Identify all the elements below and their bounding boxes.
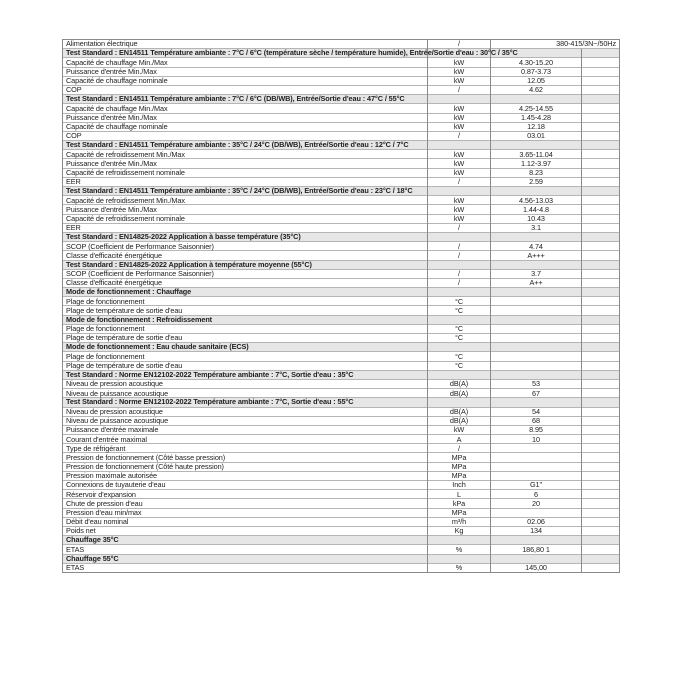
value-cell: 1.44-4.8 <box>491 205 582 214</box>
unit-cell: A <box>428 435 491 444</box>
section-header-row <box>63 370 620 379</box>
section-empty-cell <box>428 187 491 196</box>
unit-cell: °C <box>428 306 491 315</box>
empty-cell <box>582 113 620 122</box>
table-row <box>63 58 620 67</box>
unit-cell: Kg <box>428 526 491 535</box>
parameter-label: Réservoir d'expansion <box>63 490 428 499</box>
parameter-label: Plage de fonctionnement <box>63 324 428 333</box>
table-row <box>63 306 620 315</box>
section-empty-cell <box>491 554 582 563</box>
value-cell: 12.18 <box>491 122 582 131</box>
value-cell: G1" <box>491 481 582 490</box>
section-empty-cell <box>582 536 620 545</box>
empty-cell <box>582 563 620 572</box>
empty-cell <box>582 499 620 508</box>
section-title-cell <box>63 398 428 407</box>
unit-cell: Inch <box>428 481 491 490</box>
table-row <box>63 168 620 177</box>
empty-cell <box>582 150 620 159</box>
empty-cell <box>582 214 620 223</box>
section-header-row <box>63 343 620 352</box>
unit-cell: % <box>428 545 491 554</box>
section-empty-cell <box>582 370 620 379</box>
section-empty-cell <box>582 260 620 269</box>
parameter-label: Niveau de puissance acoustique <box>63 389 428 398</box>
unit-cell: MPa <box>428 453 491 462</box>
unit-cell: °C <box>428 361 491 370</box>
section-title-cell <box>63 141 428 150</box>
unit-cell: MPa <box>428 471 491 480</box>
value-cell: A+++ <box>491 251 582 260</box>
section-empty-cell <box>582 398 620 407</box>
parameter-label: Pression de fonctionnement (Côté haute pression) <box>63 462 428 471</box>
empty-cell <box>582 425 620 434</box>
table-row <box>63 242 620 251</box>
unit-cell: / <box>428 278 491 287</box>
empty-cell <box>582 517 620 526</box>
table-row <box>63 122 620 131</box>
section-title: Mode de fonctionnement : Chauffage <box>66 287 192 297</box>
section-title-cell <box>63 95 428 104</box>
unit-cell: L <box>428 490 491 499</box>
unit-cell: dB(A) <box>428 379 491 388</box>
value-cell: 4.30-15.20 <box>491 58 582 67</box>
table-row <box>63 159 620 168</box>
value-cell: 3.7 <box>491 269 582 278</box>
parameter-label: Capacité de chauffage nominale <box>63 76 428 85</box>
section-empty-cell <box>428 141 491 150</box>
parameter-label: Courant d'entrée maximal <box>63 435 428 444</box>
parameter-label: EER <box>63 177 428 186</box>
table-row <box>63 444 620 453</box>
parameter-label: Classe d'efficacité énergétique <box>63 278 428 287</box>
table-row <box>63 352 620 361</box>
value-cell <box>491 453 582 462</box>
empty-cell <box>582 159 620 168</box>
empty-cell <box>582 58 620 67</box>
table-row <box>63 563 620 572</box>
empty-cell <box>582 177 620 186</box>
section-empty-cell <box>491 187 582 196</box>
parameter-label: Niveau de pression acoustique <box>63 379 428 388</box>
specifications-table-body <box>63 40 620 573</box>
empty-cell <box>582 379 620 388</box>
parameter-label: Classe d'efficacité énergétique <box>63 251 428 260</box>
empty-cell <box>582 462 620 471</box>
table-row <box>63 196 620 205</box>
empty-cell <box>582 526 620 535</box>
section-title: Test Standard : Norme EN12102-2022 Température ambiante : 7°C, Sortie d'eau : 55°C <box>66 397 354 407</box>
value-cell <box>491 334 582 343</box>
section-empty-cell <box>491 315 582 324</box>
parameter-label: Plage de température de sortie d'eau <box>63 334 428 343</box>
parameter-label: Pression d'eau min/max <box>63 508 428 517</box>
unit-cell: MPa <box>428 508 491 517</box>
empty-cell <box>582 85 620 94</box>
table-row <box>63 435 620 444</box>
table-row <box>63 499 620 508</box>
section-title-cell <box>63 288 428 297</box>
empty-cell <box>582 352 620 361</box>
empty-cell <box>582 251 620 260</box>
section-title-cell <box>63 48 518 58</box>
unit-cell: °C <box>428 334 491 343</box>
section-empty-cell <box>428 315 491 324</box>
unit-cell: °C <box>428 297 491 306</box>
unit-cell: % <box>428 563 491 572</box>
value-cell <box>491 306 582 315</box>
empty-cell <box>582 324 620 333</box>
unit-cell: kW <box>428 67 491 76</box>
table-row <box>63 104 620 113</box>
parameter-label: Puissance d'entrée Min./Max <box>63 113 428 122</box>
section-header-row <box>63 232 620 241</box>
unit-cell: dB(A) <box>428 407 491 416</box>
table-row <box>63 205 620 214</box>
table-row <box>63 453 620 462</box>
section-title-cell <box>63 343 428 352</box>
value-cell <box>491 361 582 370</box>
parameter-label: EER <box>63 223 428 232</box>
section-empty-cell <box>491 260 582 269</box>
section-empty-cell <box>428 232 491 241</box>
section-empty-cell <box>491 141 582 150</box>
section-title-cell <box>63 315 428 324</box>
table-row <box>63 508 620 517</box>
table-row <box>63 517 620 526</box>
empty-cell <box>582 76 620 85</box>
section-title-cell <box>63 554 428 563</box>
parameter-label: SCOP (Coefficient de Performance Saisonnier) <box>63 242 428 251</box>
empty-cell <box>582 490 620 499</box>
value-cell: 10.43 <box>491 214 582 223</box>
table-row <box>63 113 620 122</box>
value-cell: 20 <box>491 499 582 508</box>
value-cell: 4.56-13.03 <box>491 196 582 205</box>
value-cell: 03.01 <box>491 131 582 140</box>
section-title-cell <box>63 260 428 269</box>
section-header-row <box>63 398 620 407</box>
table-row <box>63 545 620 554</box>
section-header-row <box>63 95 620 104</box>
power-supply-value: 380-415/3N~/50Hz <box>491 40 620 49</box>
unit-cell: / <box>428 444 491 453</box>
table-row <box>63 251 620 260</box>
empty-cell <box>582 223 620 232</box>
unit-cell: / <box>428 131 491 140</box>
empty-cell <box>582 242 620 251</box>
section-empty-cell <box>428 343 491 352</box>
section-header-row <box>63 187 620 196</box>
section-empty-cell <box>582 554 620 563</box>
value-cell <box>491 471 582 480</box>
empty-cell <box>582 416 620 425</box>
section-empty-cell <box>428 95 491 104</box>
value-cell: 4.25-14.55 <box>491 104 582 113</box>
unit-cell: °C <box>428 324 491 333</box>
section-empty-cell <box>582 288 620 297</box>
section-title-cell <box>63 187 428 196</box>
unit-cell: MPa <box>428 462 491 471</box>
unit-cell: kW <box>428 104 491 113</box>
value-cell: 68 <box>491 416 582 425</box>
value-cell <box>491 324 582 333</box>
empty-cell <box>582 481 620 490</box>
parameter-label: Capacité de refroidissement nominale <box>63 214 428 223</box>
value-cell <box>491 297 582 306</box>
table-row <box>63 379 620 388</box>
empty-cell <box>582 205 620 214</box>
table-row <box>63 481 620 490</box>
empty-cell <box>582 508 620 517</box>
value-cell: 10 <box>491 435 582 444</box>
unit-cell: kW <box>428 425 491 434</box>
parameter-label: Pression de fonctionnement (Côté basse pression) <box>63 453 428 462</box>
value-cell <box>491 444 582 453</box>
unit-cell: kW <box>428 159 491 168</box>
value-cell: A++ <box>491 278 582 287</box>
table-row <box>63 297 620 306</box>
unit-cell: °C <box>428 352 491 361</box>
value-cell: 02.06 <box>491 517 582 526</box>
value-cell: 8.95 <box>491 425 582 434</box>
unit-cell: kW <box>428 214 491 223</box>
table-row <box>63 416 620 425</box>
parameter-label: Capacité de chauffage nominale <box>63 122 428 131</box>
table-row <box>63 490 620 499</box>
section-empty-cell <box>428 398 491 407</box>
section-header-row <box>63 288 620 297</box>
section-empty-cell <box>428 288 491 297</box>
table-row <box>63 67 620 76</box>
section-title-cell <box>63 370 428 379</box>
section-title: Test Standard : EN14511 Température ambiante : 7°C / 6°C (température sèche / température humide), Entrée/Sortie d'eau : 30°C / 35°C <box>66 48 518 58</box>
parameter-label: Puissance d'entrée maximale <box>63 425 428 434</box>
value-cell: 1.12-3.97 <box>491 159 582 168</box>
section-title: Chauffage 55°C <box>66 553 119 563</box>
table-row <box>63 526 620 535</box>
unit-cell: kW <box>428 150 491 159</box>
section-title: Test Standard : EN14511 Température ambiante : 7°C / 6°C (DB/WB), Entrée/Sortie d'eau : 47°C / 55°C <box>66 94 405 104</box>
section-title: Chauffage 35°C <box>66 535 119 545</box>
parameter-label: Capacité de refroidissement nominale <box>63 168 428 177</box>
section-empty-cell <box>582 141 620 150</box>
specifications-table <box>62 39 620 573</box>
empty-cell <box>582 361 620 370</box>
section-title: Test Standard : EN14511 Température ambiante : 35°C / 24°C (DB/WB), Entrée/Sortie d'eau : 23°C / 18°C <box>66 186 413 195</box>
section-header-row <box>63 260 620 269</box>
unit-cell: / <box>428 242 491 251</box>
table-row <box>63 407 620 416</box>
parameter-label: Poids net <box>63 526 428 535</box>
section-title: Test Standard : EN14825-2022 Application à température moyenne (55°C) <box>66 259 312 269</box>
section-empty-cell <box>582 315 620 324</box>
unit-cell: kW <box>428 168 491 177</box>
value-cell: 67 <box>491 389 582 398</box>
table-row <box>63 324 620 333</box>
unit-cell: / <box>428 223 491 232</box>
parameter-label: Capacité de refroidissement Min./Max <box>63 150 428 159</box>
power-supply-label: Alimentation électrique <box>63 40 428 49</box>
empty-cell <box>582 269 620 278</box>
section-header-row <box>63 536 620 545</box>
unit-cell: / <box>428 251 491 260</box>
unit-cell: kW <box>428 122 491 131</box>
unit-cell: kW <box>428 76 491 85</box>
value-cell: 4.62 <box>491 85 582 94</box>
value-cell <box>491 508 582 517</box>
unit-cell: / <box>428 269 491 278</box>
section-empty-cell <box>428 370 491 379</box>
table-row <box>63 76 620 85</box>
section-empty-cell <box>491 343 582 352</box>
section-empty-cell <box>428 554 491 563</box>
value-cell: 0.87-3.73 <box>491 67 582 76</box>
empty-cell <box>582 453 620 462</box>
section-empty-cell <box>491 95 582 104</box>
section-title: Test Standard : Norme EN12102-2022 Température ambiante : 7°C, Sortie d'eau : 35°C <box>66 369 354 379</box>
unit-cell: kW <box>428 58 491 67</box>
value-cell: 1.45-4.28 <box>491 113 582 122</box>
parameter-label: Plage de température de sortie d'eau <box>63 306 428 315</box>
parameter-label: Puissance d'entrée Min./Max <box>63 67 428 76</box>
parameter-label: Puissance d'entrée Min./Max <box>63 159 428 168</box>
unit-cell: dB(A) <box>428 389 491 398</box>
value-cell: 8.23 <box>491 168 582 177</box>
value-cell <box>491 462 582 471</box>
value-cell: 3.65-11.04 <box>491 150 582 159</box>
empty-cell <box>582 131 620 140</box>
table-row <box>63 150 620 159</box>
parameter-label: Niveau de puissance acoustique <box>63 416 428 425</box>
parameter-label: ETAS <box>63 545 428 554</box>
value-cell: 134 <box>491 526 582 535</box>
section-empty-cell <box>491 536 582 545</box>
unit-cell: dB(A) <box>428 416 491 425</box>
section-title: Test Standard : EN14825-2022 Application à basse température (35°C) <box>66 231 301 241</box>
parameter-label: Débit d'eau nominal <box>63 517 428 526</box>
empty-cell <box>582 67 620 76</box>
value-cell: 4.74 <box>491 242 582 251</box>
value-cell: 3.1 <box>491 223 582 232</box>
section-empty-cell <box>582 49 620 58</box>
unit-cell: m³/h <box>428 517 491 526</box>
parameter-label: Plage de fonctionnement <box>63 352 428 361</box>
parameter-label: Plage de température de sortie d'eau <box>63 361 428 370</box>
parameter-label: Chute de pression d'eau <box>63 499 428 508</box>
value-cell: 12.05 <box>491 76 582 85</box>
unit-cell: kW <box>428 113 491 122</box>
unit-cell: / <box>428 85 491 94</box>
section-empty-cell <box>491 232 582 241</box>
empty-cell <box>582 168 620 177</box>
parameter-label: Type de réfrigérant <box>63 444 428 453</box>
section-empty-cell <box>582 343 620 352</box>
parameter-label: Puissance d'entrée Min./Max <box>63 205 428 214</box>
empty-cell <box>582 407 620 416</box>
table-row <box>63 471 620 480</box>
section-empty-cell <box>582 187 620 196</box>
section-empty-cell <box>491 398 582 407</box>
section-empty-cell <box>428 260 491 269</box>
table-row <box>63 269 620 278</box>
table-row <box>63 361 620 370</box>
empty-cell <box>582 104 620 113</box>
value-cell: 53 <box>491 379 582 388</box>
parameter-label: SCOP (Coefficient de Performance Saisonnier) <box>63 269 428 278</box>
value-cell: 6 <box>491 490 582 499</box>
section-title: Mode de fonctionnement : Refroidissement <box>66 314 213 324</box>
section-empty-cell <box>491 370 582 379</box>
parameter-label: COP <box>63 85 428 94</box>
table-row <box>63 425 620 434</box>
empty-cell <box>582 545 620 554</box>
parameter-label: Plage de fonctionnement <box>63 297 428 306</box>
empty-cell <box>582 306 620 315</box>
empty-cell <box>582 297 620 306</box>
power-supply-unit: / <box>428 40 491 49</box>
section-title: Test Standard : EN14511 Température ambiante : 35°C / 24°C (DB/WB), Entrée/Sortie d'eau : 12°C / 7°C <box>66 140 409 150</box>
section-title: Mode de fonctionnement : Eau chaude sanitaire (ECS) <box>66 342 249 352</box>
value-cell: 186,80 1 <box>491 545 582 554</box>
parameter-label: Capacité de refroidissement Min./Max <box>63 196 428 205</box>
section-title-cell <box>63 536 428 545</box>
empty-cell <box>582 471 620 480</box>
table-row <box>63 214 620 223</box>
unit-cell: / <box>428 177 491 186</box>
unit-cell: kPa <box>428 499 491 508</box>
section-empty-cell <box>582 232 620 241</box>
empty-cell <box>582 122 620 131</box>
section-empty-cell <box>491 288 582 297</box>
table-row <box>63 462 620 471</box>
parameter-label: Niveau de pression acoustique <box>63 407 428 416</box>
empty-cell <box>582 444 620 453</box>
value-cell: 2.59 <box>491 177 582 186</box>
parameter-label: COP <box>63 131 428 140</box>
parameter-label: ETAS <box>63 563 428 572</box>
section-empty-cell <box>582 95 620 104</box>
value-cell: 54 <box>491 407 582 416</box>
unit-cell: kW <box>428 196 491 205</box>
value-cell: 145,00 <box>491 563 582 572</box>
parameter-label: Connexions de tuyauterie d'eau <box>63 481 428 490</box>
empty-cell <box>582 278 620 287</box>
section-header-row <box>63 315 620 324</box>
section-header-row <box>63 554 620 563</box>
section-header-row <box>63 141 620 150</box>
parameter-label: Capacité de chauffage Min./Max <box>63 104 428 113</box>
empty-cell <box>582 435 620 444</box>
empty-cell <box>582 334 620 343</box>
unit-cell: kW <box>428 205 491 214</box>
parameter-label: Pression maximale autorisée <box>63 471 428 480</box>
section-header-row <box>63 49 620 58</box>
empty-cell <box>582 389 620 398</box>
empty-cell <box>582 196 620 205</box>
section-empty-cell <box>428 536 491 545</box>
value-cell <box>491 352 582 361</box>
section-title-cell <box>63 232 428 241</box>
parameter-label: Capacité de chauffage Min./Max <box>63 58 428 67</box>
